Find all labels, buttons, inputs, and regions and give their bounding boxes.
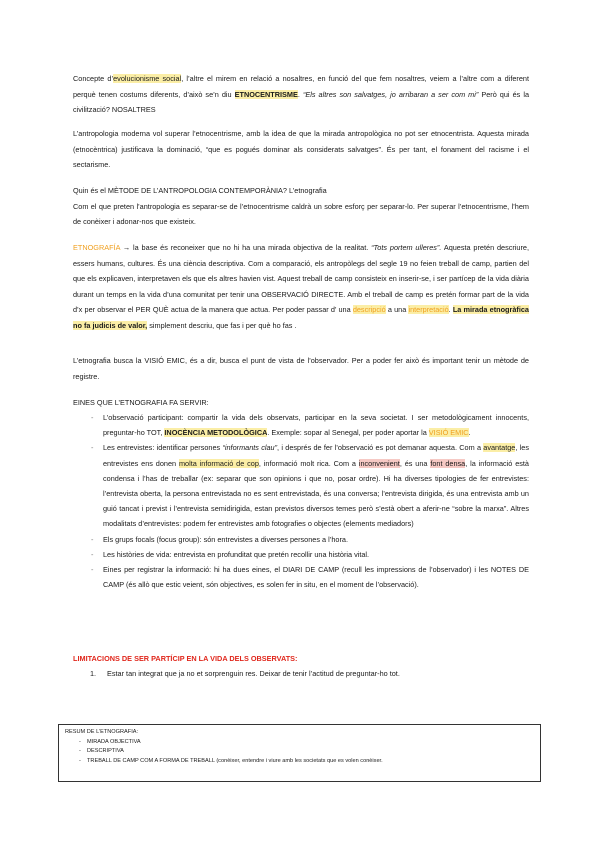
text: , les entrevistes ens donen [103,443,529,468]
text: (conèixer, entendre i viure amb les societats que es volen conèixer. [214,757,383,764]
text: , la informació està condensa i l’has de treballar (ex: separar que son opinions i que no, posar ordre). Hi ha diverses tipologies de fer entrevistes: l’entrevista oberta, la persona entrevistada no es sent entrevistada, és una conversa; l’entrevista dirigida, és una entrevista amb un guió tancat i previst i l’entrevista semidirigida, estan previstos diversos temes però s’està obert a aferir-ne “sobre la marxa”. Altres modalitats d’entrevistes: podem fer entrevistes amb fotografies o objectes (elements mediadors) [103,458,529,529]
text: . [468,428,471,438]
text: Com el que preten l’antropologia es separar-se de l’etnocentrisme caldrà un sobre esforç per separar-lo. Per superar l’etnocentrisme, l’hem de conèixer i adonar-nos que existeix. [73,201,529,226]
quote-ulleres: “Tots portem ulleres”. [371,243,442,252]
list-item: - Eines per registrar la informació: hi ha dues eines, el DIARI DE CAMP (recull les impressions de l’observador) i les NOTES DE CAMP (és allò que estic veient, són objectives, es solen fer in situ, en el moment de l’observació). [103,562,529,592]
highlight-informacio: molta informació de cop [178,458,259,468]
quote-informants: “informants clau” [222,443,278,453]
text: , i després de fer l’observació es pot demanar aquesta. Com a [277,443,484,453]
list-item: - Les històries de vida: entrevista en profunditat que pretén recollir una història vital. [103,547,529,562]
text: . Exemple: sopar al Senegal, per poder aportar la [267,428,429,438]
text: , l’altre el mirem en relació a nosaltres, en funció del que fem nosaltres, veiem a l’altre com a diferent perquè tenen costums diferents, d’això se’n diu [73,74,529,99]
term-etnografia: ETNOGRAFÍA [73,243,121,252]
list-number: 1. [90,669,97,678]
list-item [103,440,529,531]
highlight-interpretacio: interpretació [408,305,449,314]
paragraph-ethnocentrism-concept [73,71,529,118]
text: . [297,89,303,99]
list-item: - MIRADA OBJECTIVA [87,738,534,748]
tools-title: EINES QUE L’ETNOGRAFIA FA SERVIR: [73,398,209,407]
tools-list [103,410,529,592]
list-item [90,666,530,681]
text: Estar tan integrat que ja no et sorprenguin res. Deixar de tenir l’actitud de preguntar-ho tot. [107,669,400,678]
text: L’observació participant: compartir la vida dels observats, participar en la seva societat. I ser metodològicament innocents, preguntar-ho TOT, [103,413,529,438]
list-item [87,757,534,767]
text: Però qui és la civilització? NOSALTRES [73,89,530,114]
text: Aquesta pretén descriure, essers humans, cultures. És una ciència descriptiva. Com a comparació, els antropòlegs del segle 19 no feien treball de camp, partien del que els explicaven, interpretaven els que els altres havien vist. Aquest treball de camp consisteix en inserir-se, i ser partícep de la vida diària durant un temps en la vida d’una comunitat per tenir una OBSERVACIÓ DIRECTE. Amb el treball de camp es pretén formar part de la vida d’x per observar el PER QUÈ actua de la manera que actua. Per poder passar d’ una [73,243,530,314]
highlight-avantatge: avantatge [483,443,516,453]
highlight-evolucionisme: evolucionisme social [113,74,182,83]
text: Les entrevistes: identificar persones [103,443,223,453]
highlight-inconvenient: inconvenient [358,458,400,468]
paragraph-emic: L’etnografia busca la VISIÓ EMIC, és a dir, busca el punt de vista de l’observador. Per a poder fer això és important tenir un mètode de registre. [73,356,529,381]
list-item: - DESCRIPTIVA [87,747,534,757]
text: TREBALL DE CAMP COM A FORMA DE TREBALL [87,757,215,764]
list-item [103,410,529,440]
text: → la base és reconeixer que no hi ha una mirada objectiva de la realitat. [120,243,372,252]
text: . [448,305,453,314]
highlight-etnocentrisme: ETNOCENTRISME [234,89,298,99]
text: , és una [399,458,431,468]
summary-list [65,738,534,767]
summary-title: RESUM DE L’ETNOGRAFIA: [65,729,139,735]
highlight-font-densa: font densa [430,458,466,468]
limits-title: LIMITACIONS DE SER PARTÍCIP EN LA VIDA DELS OBSERVATS: [73,654,298,663]
highlight-inocencia: INOCÈNCIA METODOLÒGICA [164,428,268,438]
quote-salvatges: “Els altres son salvatges, jo arribaran a ser com mi” [302,89,479,99]
highlight-descripcio: descripció [352,305,386,314]
summary-box [58,724,541,782]
text: a una [385,305,409,314]
highlight-visio-emic: VISIÓ EMIC [428,428,469,438]
method-question: Quin és el MÈTODE DE L’ANTROPOLOGIA CONTEMPORÀNIA? L’etnografia [73,186,327,195]
limits-list [90,666,530,681]
text: simplement descriu, que fas i per què ho fas . [147,320,297,330]
paragraph-modern-anthropology: L’antropologia moderna vol superar l’etnocentrisme, amb la idea de que la mirada antropològica no pot ser etnocentrista. Aquesta mirada (etnocèntrica) justificava la dominació, “que es pogués dominar als considerats salvatges”. És per tant, el fonament del racisme i el sectarisme. [73,129,529,169]
list-item: - Els grups focals (focus group): són entrevistes a diverses persones a l’hora. [103,532,529,547]
paragraph-method [73,183,529,230]
paragraph-etnografia [73,240,529,333]
text: Concepte d’ [73,74,114,83]
text: , informació molt rica. Com a [258,458,359,468]
highlight-judicis: La mirada etnogràfica no fa judicis de valor, [73,305,529,330]
